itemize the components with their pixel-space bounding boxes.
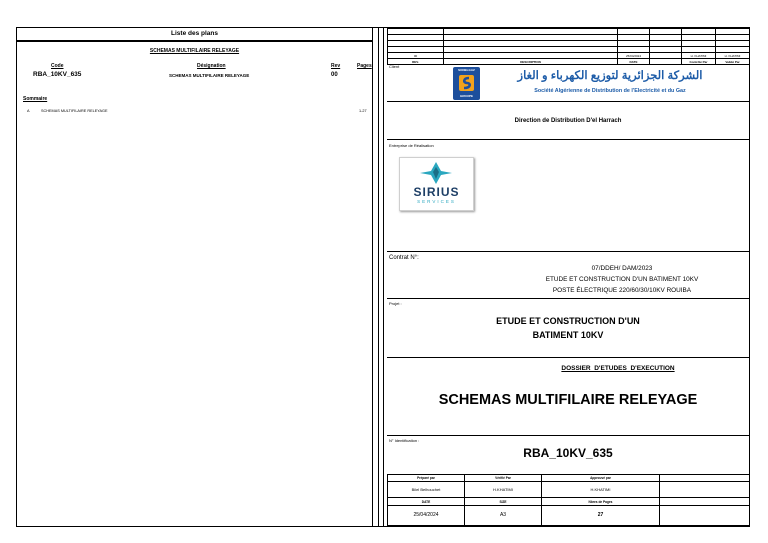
identification-label: N° Identification : — [389, 438, 420, 443]
col-code-header: Code — [51, 63, 64, 69]
revision-rev: 00 — [388, 53, 444, 59]
revision-header-date: DATE — [618, 59, 650, 65]
revision-header-rev: REV. — [388, 59, 444, 65]
projet-line2: BATIMENT 10KV — [532, 330, 604, 340]
entreprise-box — [387, 140, 749, 252]
contrat-line1: ETUDE ET CONSTRUCTION D'UN BATIMENT 10KV — [545, 276, 699, 283]
revision-header-description: DESCRIPTION — [444, 59, 618, 65]
plan-list-title-rule — [17, 41, 372, 42]
document-sheet — [16, 27, 750, 527]
sirius-logo — [399, 157, 474, 211]
plan-list-panel — [17, 28, 372, 526]
panel-divider-3 — [383, 28, 384, 526]
entreprise-label: Entreprise de Réalisation — [389, 143, 434, 148]
contrat-label: Contrat N°: — [389, 255, 419, 261]
approved-by: H.KHATIMI — [542, 482, 660, 498]
revision-table — [387, 28, 750, 65]
sheet-size: A3 — [465, 505, 542, 525]
contrat-number: 07/DDEH/ DAM/2023 — [591, 265, 653, 272]
summary-label: Sommaire — [23, 96, 48, 102]
identification-box — [387, 436, 749, 474]
panel-divider-2 — [378, 28, 379, 526]
header-date: DATE — [388, 498, 465, 505]
dossier-label: DOSSIER D'ETUDES D'EXECUTION — [561, 365, 675, 372]
sonelgaz-logo — [453, 67, 480, 100]
revision-date: 25/04/2024 — [618, 53, 650, 59]
col-pages-header: Pages — [357, 63, 372, 69]
sheet-page-count: 27 — [542, 505, 660, 525]
plan-code: RBA_10KV_635 — [33, 71, 82, 78]
identification-value: RBA_10KV_635 — [523, 446, 613, 460]
client-name-arabic: الشركة الجزائرية لتوزيع الكهرباء و الغاز — [517, 70, 703, 82]
header-verified-by: Vérifié Par — [465, 475, 542, 482]
sirius-logo-name: SIRIUS — [413, 185, 460, 199]
prepared-by: Bilel Belhouchet — [388, 482, 465, 498]
summary-item-letter: A — [27, 109, 30, 113]
revision-header-checked: Contrôlé Par — [682, 59, 716, 65]
sonelgaz-logo-bottom: GROUPE — [459, 94, 473, 98]
projet-box — [387, 299, 749, 358]
contrat-line2: POSTE ÉLECTRIQUE 220/60/30/10KV ROUIBA — [552, 287, 692, 294]
summary-item-text: SCHEMAS MULTIFILAIRE RELEYAGE — [41, 109, 108, 113]
plan-rev: 00 — [331, 72, 338, 78]
document-title: SCHEMAS MULTIFILAIRE RELEYAGE — [438, 392, 698, 408]
summary-item-pages: 1-27 — [359, 109, 367, 113]
header-size: SIZE — [465, 498, 542, 505]
header-approved-by: Approuvé par — [542, 475, 660, 482]
direction-text: Direction de Distribution D'el Harrach — [514, 118, 622, 124]
projet-label: Projet : — [389, 301, 402, 306]
direction-box — [387, 102, 749, 140]
header-prepared-by: Préparé par — [388, 475, 465, 482]
client-label: Client — [389, 64, 400, 69]
col-designation-header: Désignation — [197, 63, 226, 69]
revision-checked: H. KHATIMI — [682, 53, 716, 59]
plan-list-title: Liste des plans — [17, 28, 372, 41]
sonelgaz-emblem-icon — [453, 73, 480, 93]
sirius-star-icon — [400, 160, 473, 186]
client-box — [387, 62, 749, 102]
panel-divider-1 — [372, 28, 373, 526]
signature-table — [387, 474, 750, 526]
projet-line1: ETUDE ET CONSTRUCTION D'UN — [496, 316, 640, 326]
contrat-box — [387, 252, 749, 299]
dossier-box — [387, 358, 749, 436]
sonelgaz-logo-top: SONELGAZ — [458, 68, 475, 72]
client-name-french: Société Algérienne de Distribution de l'Electricité et du Gaz — [534, 88, 686, 94]
sheet-date: 25/04/2024 — [388, 505, 465, 525]
revision-validated: H. KHATIMI — [716, 53, 750, 59]
verified-by: H.KHATIMI — [465, 482, 542, 498]
title-block-panel — [387, 28, 749, 526]
revision-header-validated: Validé Par — [716, 59, 750, 65]
col-rev-header: Rev — [331, 63, 341, 69]
plan-list-heading: SCHEMAS MULTIFILAIRE RELEYAGE — [149, 48, 240, 54]
sirius-logo-sub: SERVICES — [417, 199, 456, 204]
header-page-count: Nbres de Pages — [542, 498, 660, 505]
plan-designation: SCHEMAS MULTIFILAIRE RELEYAGE — [169, 73, 250, 78]
